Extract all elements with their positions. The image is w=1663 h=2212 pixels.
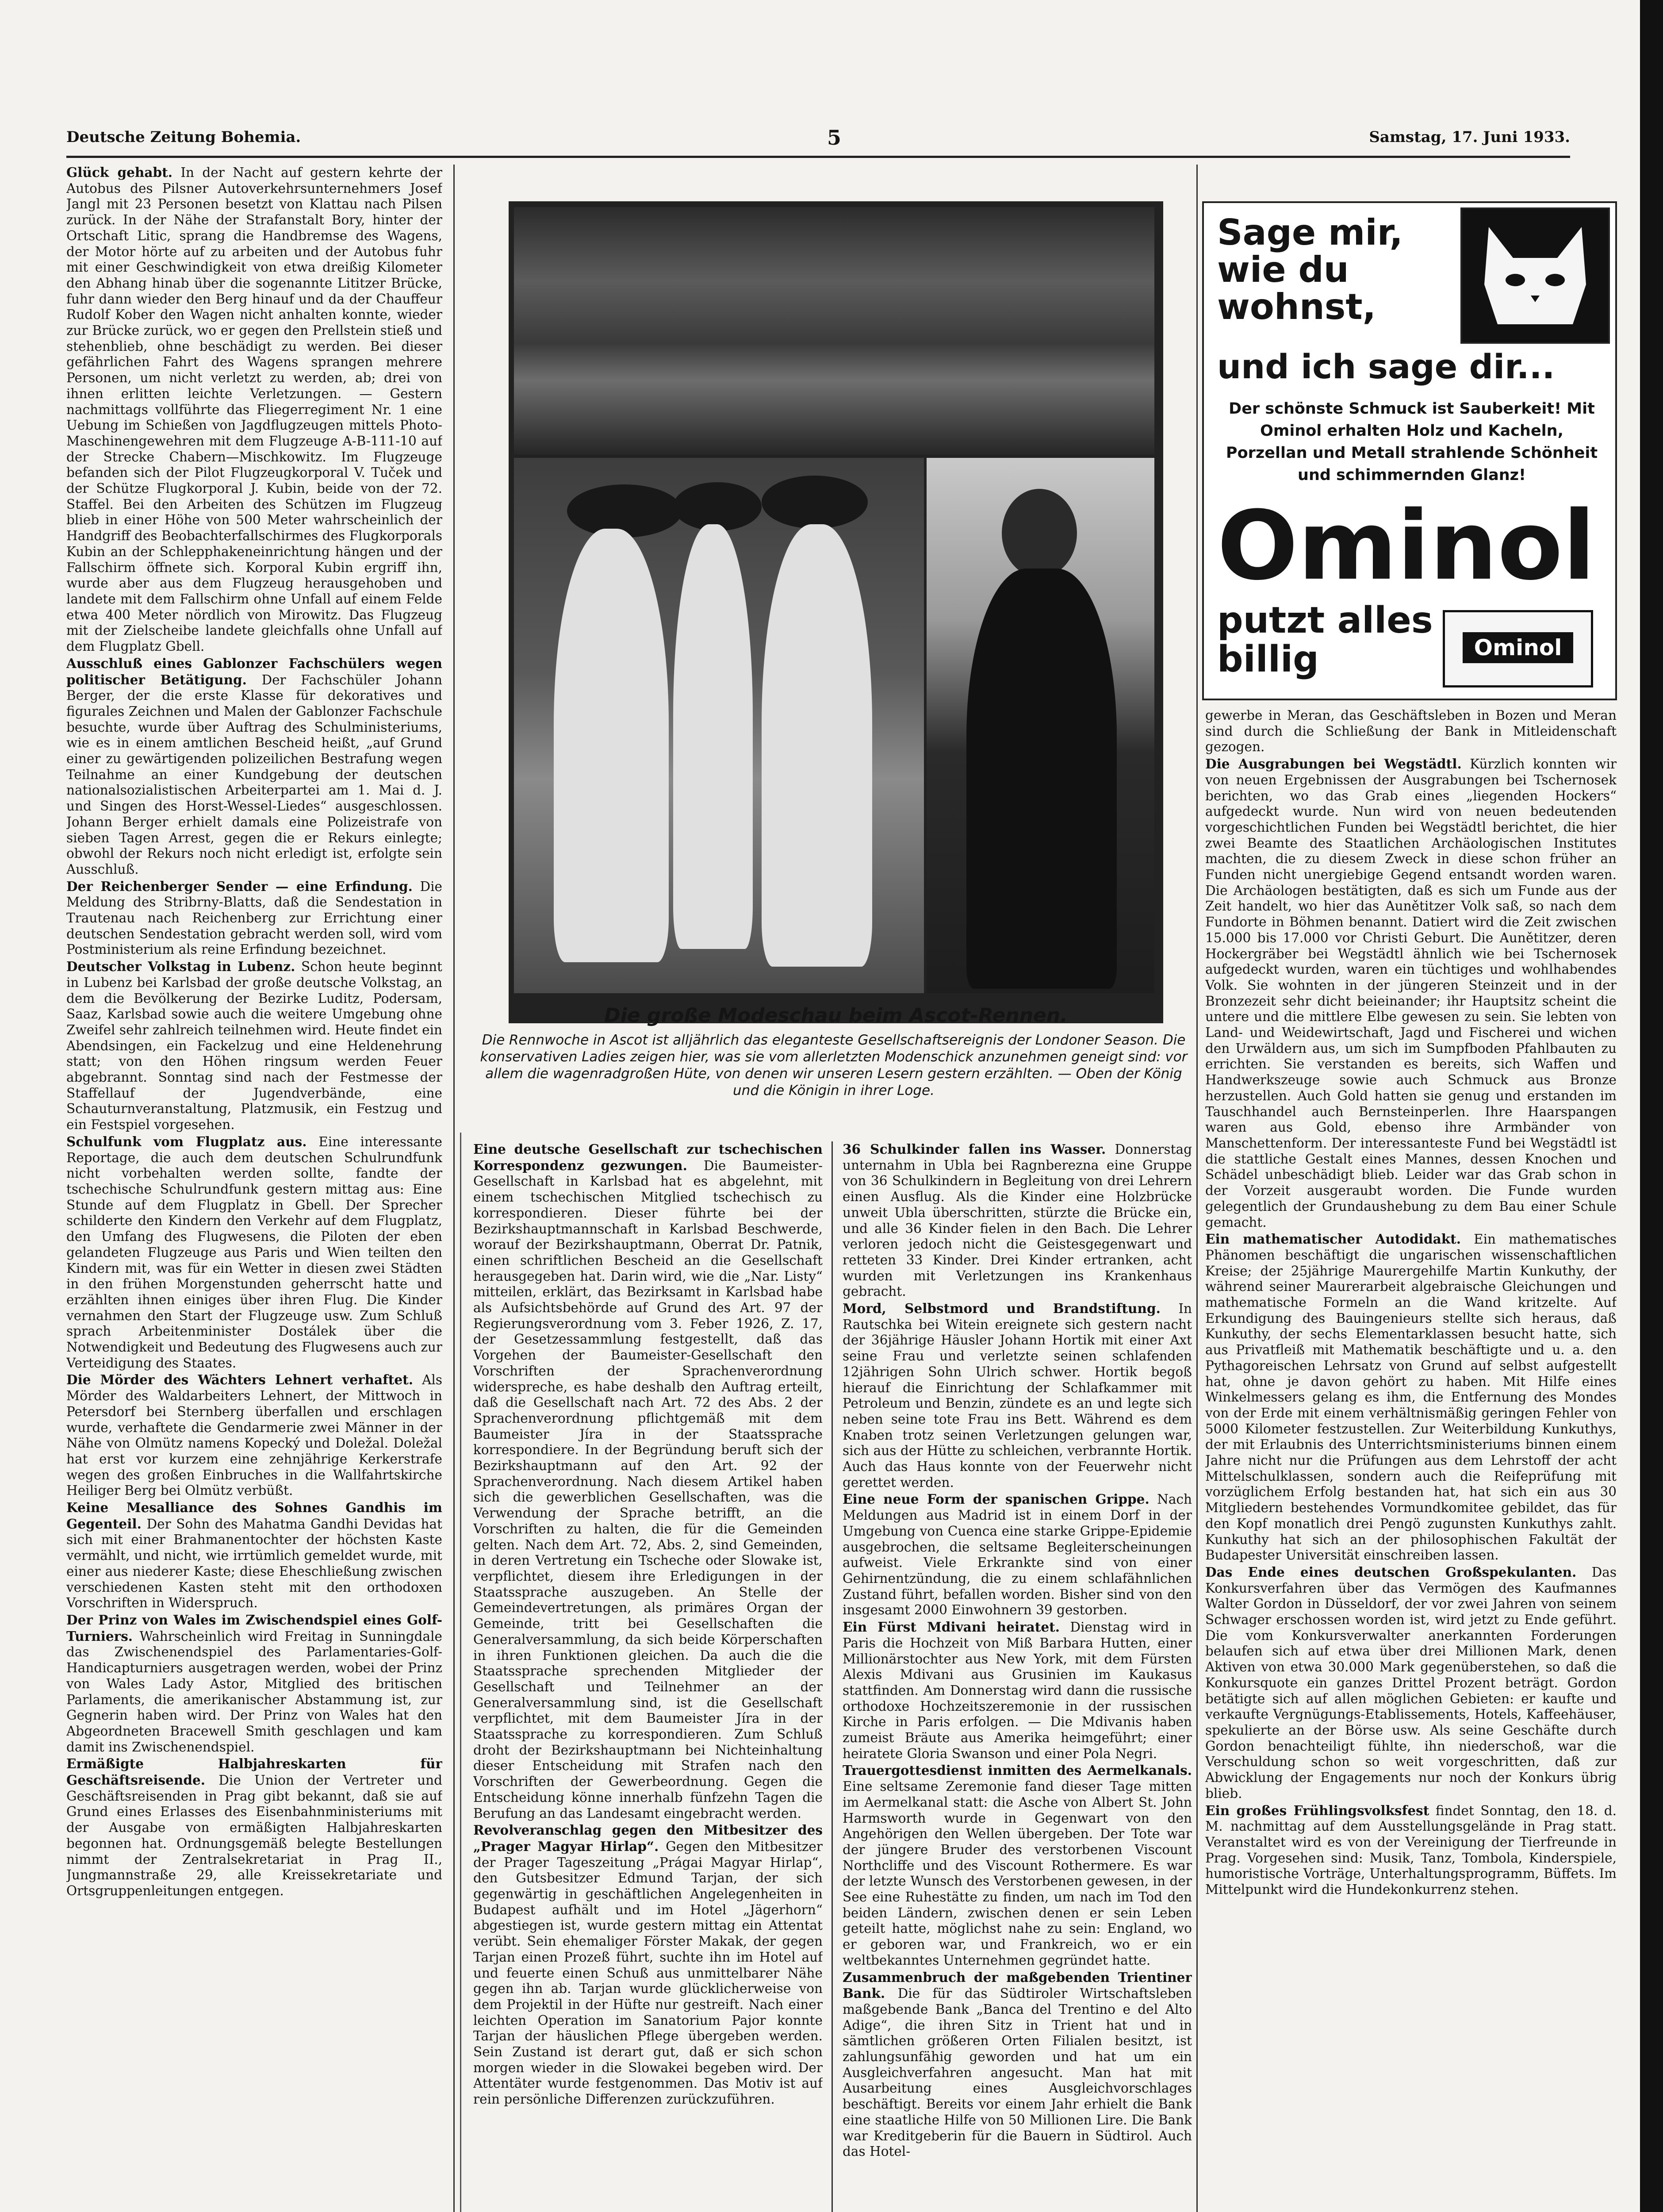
- article: [843, 1763, 1192, 1968]
- article: [843, 1970, 1192, 2160]
- column-divider: [453, 165, 455, 2212]
- ad-slogan-line: putzt alles: [1217, 599, 1433, 641]
- article-headline: Zusammenbruch der maßgebenden Trientiner Bank.: [843, 1969, 1192, 2001]
- hat-shape: [567, 484, 682, 538]
- photo-caption: Die Rennwoche in Ascot ist alljährlich das eleganteste Gesellschaftsereignis der Londoner Season. Die konservativen Ladies zeigen hier, was sie vom allerletzten Modenschick anzunehmen geneigt sind: vor allem die wagenradgroßen Hüte, von denen wir unseren Lesern gestern erzählten. — Oben der König und die Königin in ihrer Loge.: [480, 1032, 1188, 1098]
- ad-headline: [1217, 214, 1403, 326]
- article: [1205, 1231, 1617, 1563]
- article: [66, 165, 442, 655]
- ad-headline-line: wie du: [1217, 249, 1349, 290]
- article: [1205, 1803, 1617, 1898]
- article: [66, 879, 442, 958]
- article-headline: Eine neue Form der spanischen Grippe.: [843, 1491, 1150, 1507]
- article-headline: Der Prinz von Wales im Zwischendspiel eines Golf-Turniers.: [66, 1612, 442, 1644]
- article-headline: Ermäßigte Halbjahreskarten für Geschäftsreisende.: [66, 1756, 442, 1788]
- lady-portrait-photo: [927, 458, 1154, 993]
- article-headline: Ein Fürst Mdivani heiratet.: [843, 1619, 1060, 1635]
- article-body: Wahrscheinlich wird Freitag in Sunningdale das Zwischenendspiel des Parlamentaries-Golf-Handicapturniers ausgetragen werden, wobei der Prinz von Wales Lady Astor, Mitglied des britischen Parlaments, die amerikanischer Abstammung ist, zur Gegnerin haben wird. Der Prinz von Wales hat den Abgeordneten Bracewell Smith geschlagen und kam damit ins Zwischenendspiel.: [66, 1628, 442, 1755]
- article-headline: Schulfunk vom Flugplatz aus.: [66, 1133, 307, 1149]
- ad-body-text: Der schönste Schmuck ist Sauberkeit! Mit Ominol erhalten Holz und Kacheln, Porzellan und Metall strahlende Schönheit und schimmernden Glanz!: [1226, 400, 1598, 484]
- column-3: [843, 1141, 1192, 2212]
- article-headline: Ausschluß eines Gablonzer Fachschülers wegen politischer Betätigung.: [66, 655, 442, 687]
- article: [1205, 1564, 1617, 1802]
- article-body: Kürzlich konnten wir von neuen Ergebnissen der Ausgrabungen bei Tschernosek berichten, wo das Grab eines „liegenden Hockers“ aufgedeckt wurde. Nun wird von neuen bedeutenden vorgeschichtlichen Funden bei Wegstädtl berichtet, die hier zwei Beamte des Staatlichen Archäologischen Institutes machten, die zu diesem Zweck in diese schon früher an Funden nicht unergiebige Gegend entsandt worden waren. Die Archäologen bestätigten, daß es sich um Funde aus der Zeit handelt, wo hier das Aunětitzer Volk saß, so nach dem Fundorte in Böhmen benannt. Datiert wird die Zeit zwischen 15.000 bis 17.000 vor Christi Geburt. Die Aunětitzer, deren Hockergräber bei Wegstädtl ähnlich wie bei Tschernosek aufgedeckt wurden, waren ein tüchtiges und wohlhabendes Volk. Sie wohnten in der jüngeren Steinzeit und in der Bronzezeit sehr dicht beieinander; ihr Hauptsitz scheint die untere und die mittlere Elbe gewesen zu sein. Sie lebten von Land- und Weidewirtschaft, Jagd und Fischerei und wichen den Urwäldern aus, um sich im Sumpfboden Pfahlbauten zu errichten. Sie verstanden es bereits, sich Waffen und Handwerkszeuge sowie auch Schmuck aus Bronze herzustellen. Auch Gold hatten sie genug und erstanden im Tauschhandel auch Bernsteinperlen. Ihre Haarspangen waren aus Gold, ebenso ihre Armbänder von Manschettenform. Der interessanteste Fund bei Wegstädtl ist die stattliche Gestalt eines Mannes, dessen Knochen und Schädel unbeschädigt blieb. Leider war das Grab schon in der Vorzeit ausgeraubt worden. Die Funde wurden gelegentlich der Grundaushebung zu dem Bau einer Schule gemacht.: [1205, 757, 1617, 1230]
- article: [843, 1301, 1192, 1490]
- article: [66, 1372, 442, 1499]
- article-headline: Glück gehabt.: [66, 165, 172, 180]
- column-divider: [460, 1133, 461, 2212]
- article-body: Das Konkursverfahren über das Vermögen des Kaufmannes Walter Gordon in Düsseldorf, der vor zwei Jahren von seinem Schwager erschossen worden ist, wird jetzt zu Ende geführt. Die vom Konkursverwalter anerkannten Forderungen belaufen sich auf etwa über drei Millionen Mark, denen Aktiven von etwa 30.000 Mark gegenüberstehen, so daß die Konkursquote ein ganzes Drittel Prozent beträgt. Gordon betätigte sich auf allen möglichen Gebieten: er kaufte und verkaufte Vergnügungs-Etablissements, Hotels, Kaffeehäuser, spekulierte an der Börse usw. Als seine Geschäfte durch Gordon benachteiligt fühlte, ihn niederschoß, war die Verschuldung schon so weit vorgeschritten, daß zur Abwicklung der Engagements nur noch der Konkurs übrig blieb.: [1205, 1564, 1617, 1801]
- article-body: Dienstag wird in Paris die Hochzeit von Miß Barbara Hutten, einer Millionärstochter aus New York, mit dem Fürsten Alexis Mdivani aus Grusinien im Kaukasus stattfinden. Am Donnerstag wird dann die russische orthodoxe Hochzeitszeremonie in der russischen Kirche in Paris erfolgen. — Die Mdivanis haben zumeist Bräute aus Amerika heimgeführt; einer heiratete Gloria Swanson und einer Pola Negri.: [843, 1620, 1192, 1761]
- article: [843, 1619, 1192, 1762]
- article-headline: Die Mörder des Wächters Lehnert verhaftet.: [66, 1372, 414, 1388]
- article: [843, 1491, 1192, 1618]
- article-body: gewerbe in Meran, das Geschäftsleben in Bozen und Meran sind durch die Schließung der Bank in Mitleidenschaft gezogen.: [1205, 708, 1617, 755]
- article-body: In Rautschka bei Witein ereignete sich gestern nacht der 36jährige Häusler Johann Hortik mit einer Axt seine Frau und verletzte seinen schlafenden 12jährigen Sohn Ulrich schwer. Hortik begoß hierauf die Einrichtung der Schlafkammer mit Petroleum und Benzin, zündete es an und legte sich neben seine tote Frau ins Bett. Während es dem Knaben trotz seinen Verletzungen gelungen war, sich aus der Hütte zu schleichen, verbrannte Hortik. Auch das Haus konnte von der Feuerwehr nicht gerettet werden.: [843, 1301, 1192, 1490]
- article-body: Die für das Südtiroler Wirtschaftsleben maßgebende Bank „Banca del Trentino e del Alto Adige“, die ihren Sitz in Trient hat und in sämtlichen größeren Orten Filialen besitzt, ist zahlungsunfähig geworden und hat um ein Ausgleichverfahren angesucht. Man hat mit Ausarbeitung eines Ausgleichvorschlages beschäftigt. Bereits vor einem Jahr erhielt die Bank eine staatliche Hilfe von 50 Millionen Lire. Die Bank war Kreditgeberin für die Bauern in Südtirol. Auch das Hotel-: [843, 1986, 1192, 2159]
- article-body: Der Sohn des Mahatma Gandhi Devidas hat sich mit einer Brahmanentochter der höchsten Kaste vermählt, und nicht, wie irrtümlich gemeldet wurde, mit einer aus niederer Kaste; diese Eheschließung zwischen verschiedenen Kasten steht mit den orthodoxen Vorschriften in Widerspruch.: [66, 1516, 442, 1611]
- article-headline: Eine deutsche Gesellschaft zur tschechischen Korrespondenz gezwungen.: [473, 1141, 823, 1173]
- article-headline: Ein mathematischer Autodidakt.: [1205, 1231, 1461, 1247]
- column-1: [66, 165, 442, 2212]
- article-body: Als Mörder des Waldarbeiters Lehnert, der Mittwoch in Petersdorf bei Sternberg überfallen und erschlagen wurde, verhaftete die Gendarmerie zwei Männer in der Nähe von Olmütz namens Kopecký und Doležal. Doležal hat erst vor kurzem eine zehnjährige Kerkerstrafe wegen des großen Einbruches in die Wallfahrtskirche Heiliger Berg bei Olmütz verbüßt.: [66, 1372, 442, 1498]
- article: [473, 1822, 823, 2108]
- article-body: Der Fachschüler Johann Berger, der die erste Klasse für dekoratives und figurales Zeichnen und Malen der Gablonzer Fachschule besuchte, wurde über Auftrag des Schulministeriums, wie es in einem amtlichen Bescheid heißt, „auf Grund einer zu gewärtigenden polizeilichen Bestrafung wegen Teilnahme an einer Kundgebung der deutschen nationalsozialistischen Arbeiterpartei am 1. Mai d. J. und Singen des Horst-Wessel-Liedes“ ausgeschlossen. Johann Berger erhielt damals eine Polizeistrafe von sieben Tagen Arrest, gegen die er Rekurs einlegte; obwohl der Rekurs noch nicht erledigt ist, erfolgte sein Ausschluß.: [66, 672, 442, 877]
- ad-slogan-line: billig: [1217, 638, 1319, 680]
- article-body: findet Sonntag, den 18. d. M. nachmittag auf dem Ausstellungsgelände in Prag statt. Veranstaltet wird es von der Vereinigung der Tierfreunde in Prag. Vorgesehen sind: Musik, Tanz, Tombola, Kinderspiele, humoristische Vorträge, Unterhaltungsprogramm, Büffets. Im Mittelpunkt wird die Hundekonkurrenz stehen.: [1205, 1803, 1617, 1897]
- article-headline: Mord, Selbstmord und Brandstiftung.: [843, 1301, 1161, 1317]
- header-rule: [66, 156, 1570, 158]
- article-headline: Revolveranschlag gegen den Mitbesitzer des „Prager Magyar Hirlap“.: [473, 1822, 823, 1854]
- royal-box-photo: [514, 207, 1154, 455]
- ladies-photo: [514, 458, 924, 993]
- article-body: Eine interessante Reportage, die auch dem deutschen Schulrundfunk nicht vorbehalten werden sollte, fandte der tschechische Schulrundfunk gestern mittag aus: Eine Stunde auf dem Flugplatz in Gbell. Der Sprecher schilderte den Kindern den Verkehr auf dem Flugplatz, den Umfang des Flugwesens, die Piloten der eben gelandeten Flugzeuge aus Paris und Wien teilten den Kindern mit, was für ein Wetter in diesen zwei Städten in den frühen Morgenstunden geherrscht hatte und erzählten ihnen einiges über ihren Flug. Die Kinder vernahmen den Start der Flugzeuge usw. Zum Schluß sprach Arbeitenminister Dostálek über die Notwendigkeit und Bedeutung des Flugwesens auch zur Verteidigung des Staates.: [66, 1134, 442, 1371]
- column-4: [1205, 708, 1617, 2212]
- scan-edge-right: [1640, 0, 1663, 2212]
- article: [66, 1612, 442, 1755]
- ad-slogan: [1217, 601, 1433, 679]
- article-headline: Deutscher Volkstag in Lubenz.: [66, 959, 295, 975]
- product-box-label: Ominol: [1463, 632, 1573, 663]
- newspaper-title: Deutsche Zeitung Bohemia.: [66, 128, 301, 146]
- article: [66, 656, 442, 878]
- portrait-gown: [966, 568, 1117, 989]
- portrait-head: [1002, 489, 1077, 577]
- article-headline: Der Reichenberger Sender — eine Erfindung.: [66, 878, 413, 894]
- issue-date: Samstag, 17. Juni 1933.: [1369, 128, 1570, 146]
- photo-title: Die große Modeschau beim Ascot-Rennen.: [604, 1004, 1068, 1027]
- article: [66, 959, 442, 1133]
- column-divider: [1196, 165, 1198, 2212]
- article-body: Die Union der Vertreter und Geschäftsreisenden in Prag gibt bekannt, daß sie auf Grund eines Erlasses des Eisenbahnministeriums mit der Ausgabe von ermäßigten Halbjahreskarten begonnen hat. Ordnungsgemäß belegte Bestellungen nimmt der Zentralsekretariat in Prag II., Jungmannstraße 29, alle Kreissekretariate und Ortsgruppenleitungen entgegen.: [66, 1773, 442, 1898]
- ad-subheadline: und ich sage dir...: [1217, 347, 1555, 386]
- hat-shape: [762, 476, 868, 529]
- article: [843, 1141, 1192, 1300]
- ad-headline-line: Sage mir,: [1217, 212, 1403, 253]
- ad-headline-line: wohnst,: [1217, 286, 1376, 327]
- article-body: Nach Meldungen aus Madrid ist in einem Dorf in der Umgebung von Cuenca eine starke Grippe-Epidemie ausgebrochen, die seltsame Begleiterscheinungen aufweist. Viele Erkrankte sind von einer Gehirnentzündung, die zu einem schlafähnlichen Zustand führt, befallen worden. Bisher sind von den insgesamt 2000 Einwohnern 39 gestorben.: [843, 1492, 1192, 1618]
- article: [1205, 756, 1617, 1230]
- ominol-advertisement: [1202, 201, 1617, 700]
- article: [66, 1756, 442, 1899]
- cat-illustration: [1460, 207, 1610, 344]
- article: [1205, 708, 1617, 755]
- dress-shape: [673, 524, 753, 949]
- column-2: [473, 1141, 823, 2212]
- article-headline: Ein großes Frühlingsvolksfest: [1205, 1802, 1429, 1818]
- page-header: [66, 128, 1570, 155]
- product-box-illustration: [1443, 610, 1593, 687]
- article: [66, 1500, 442, 1611]
- page-number: 5: [827, 126, 842, 150]
- article-body: In der Nacht auf gestern kehrte der Autobus des Pilsner Autoverkehrsunternehmers Josef Jangl mit 23 Personen besetzt von Klattau nach Pilsen zurück. In der Nähe der Strafanstalt Bory, hinter der Ortschaft Litic, sprang die Handbremse des Wagens, der Motor hörte auf zu arbeiten und der Autobus fuhr mit einer Geschwindigkeit von etwa dreißig Kilometer den Abhang hinab über die sogenannte Lititzer Brücke, fuhr dann wieder den Berg hinauf und da der Chauffeur Rudolf Kober den Wagen nicht anhalten konnte, wieder zur Brücke zurück, wo er gegen den Prellstein stieß und stehenblieb, ohne beschädigt zu werden. Bei dieser gefährlichen Fahrt des Wagens sprangen mehrere Personen, um nicht verletzt zu werden, ab; drei von ihnen erlitten leichte Verletzungen. — Gestern nachmittags vollführte das Fliegerregiment Nr. 1 eine Uebung im Schießen von Jagdflugzeugen mittels Photo-Maschinengewehren mit dem Flugzeuge A-B-111-10 auf der Strecke Chabern—Mischkowitz. Im Flugzeuge befanden sich der Pilot Flugzeugkorporal V. Tuček und der Schütze Flugkorporal J. Kubin, beide von der 72. Staffel. Bei den Arbeiten des Schützen im Flugzeug blieb in einer Höhe von 500 Meter wahrscheinlich der Handgriff des Beobachterfallschirmes des Flugkorporals Kubin an der Schlepphakeneinrichtung hängen und der Fallschirm öffnete sich. Korporal Kubin ergriff ihn, wurde aber aus dem Flugzeug herausgehoben und landete mit dem Fallschirm ohne Unfall auf einem Felde etwa 400 Meter nördlich von Mirowitz. Das Flugzeug mit der Zielscheibe landete gleichfalls ohne Unfall auf dem Flugplatz Gbell.: [66, 165, 442, 654]
- article-body: Donnerstag unternahm in Ubla bei Ragnberezna eine Gruppe von 36 Schulkindern in Begleitung von drei Lehrern einen Ausflug. Als die Kinder eine Holzbrücke unweit Ubla überschritten, stürzte die Brücke ein, und alle 36 Kinder fielen in den Bach. Die Lehrer verloren jedoch nicht die Geistesgegenwart und retteten 33 Kinder. Drei Kinder ertranken, acht wurden mit Verletzungen ins Krankenhaus gebracht.: [843, 1142, 1192, 1299]
- article-body: Eine seltsame Zeremonie fand dieser Tage mitten im Aermelkanal statt: die Asche von Albert St. John Harmsworth wurde in Gegenwart von den Angehörigen den Wellen übergeben. Der Tote war der jüngere Bruder des verstorbenen Viscount Northcliffe und des Viscount Rothermere. Es war der letzte Wunsch des Verstorbenen gewesen, in der See eine Ruhestätte zu finden, um nach im Tod den beiden Ländern, zwischen denen er sein Leben geteilt hatte, möglichst nahe zu sein: England, wo er geboren war, und Frankreich, wo er ein weltbekanntes Unternehmen gegründet hatte.: [843, 1779, 1192, 1968]
- hat-shape: [673, 482, 762, 531]
- article-body: Schon heute beginnt in Lubenz bei Karlsbad der große deutsche Volkstag, an dem die Bevölkerung der Bezirke Luditz, Podersam, Saaz, Karlsbad sowie auch die weitere Umgebung ohne Zweifel sehr zahlreich teilnehmen wird. Heute findet ein Abendsingen, ein Fackelzug und eine Heldenehrung statt; von den Höhen ringsum werden Feuer abgebrannt. Sonntag sind nach der Festmesse der Staffellauf der Jugendverbände, eine Schauturnveranstaltung, Platzmusik, ein Festzug und ein Festspiel vorgesehen.: [66, 959, 442, 1133]
- article-body: Die Baumeister-Gesellschaft in Karlsbad hat es abgelehnt, mit einem tschechischen Mitglied tschechisch zu korrespondieren. Dieser führte bei der Bezirkshauptmannschaft in Karlsbad Beschwerde, worauf der Bezirkshauptmann, Oberrat Dr. Patnik, einen schriftlichen Bescheid an die Gesellschaft herausgegeben hat. Darin wird, wie die „Nar. Listy“ mitteilen, erklärt, das Bezirksamt in Karlsbad habe als Aufsichtsbehörde auf Grund des Art. 97 der Regierungsverordnung vom 3. Feber 1926, Z. 17, der Gesetzessammlung festgestellt, daß das Vorgehen der Baumeister-Gesellschaft den Vorschriften der Sprachenverordnung widerspreche, es habe deshalb den Auftrag erteilt, daß die Gesellschaft nach Art. 72 des Abs. 2 der Sprachenverordnung pflichtgemäß mit dem Baumeister Jíra in der Staatssprache korrespondiere. In der Begründung beruft sich der Bezirkshauptmann auf den Art. 92 der Sprachenverordnung. Nach diesem Artikel haben sich die gewerblichen Gesellschaften, was die Verwendung der Sprache betrifft, an die Vorschriften zu halten, die für die Gemeinden gelten. Nach dem Art. 72, Abs. 2, sind Gemeinden, in deren Vertretung ein Tscheche oder Slowake ist, verpflichtet, diesem ihre Erledigungen in der Staatssprache auszugeben. An Stelle der Gemeindevertretungen, als primäres Organ der Gemeinde, tritt bei Gesellschaften die Generalversammlung, da sich beide Körperschaften in ihren Funktionen gleichen. Da auch die die Staatssprache sprechenden Mitglieder der Gesellschaft und Teilnehmer an der Generalversammlung sind, ist die Gesellschaft verpflichtet, mit dem Baumeister Jíra in der Staatssprache zu korrespondieren. Zum Schluß droht der Bezirkshauptmann bei Nichteinhaltung dieser Entscheidung mit Strafen nach den Vorschriften der Gewerbeordnung. Gegen die Entscheidung könne innerhalb fünfzehn Tagen die Berufung an das Landesamt eingebracht werden.: [473, 1158, 823, 1821]
- dress-shape: [554, 529, 669, 962]
- dress-shape: [762, 524, 872, 967]
- article-headline: Die Ausgrabungen bei Wegstädtl.: [1205, 756, 1462, 772]
- article-headline: Das Ende eines deutschen Großspekulanten.: [1205, 1564, 1577, 1580]
- article-headline: 36 Schulkinder fallen ins Wasser.: [843, 1141, 1106, 1157]
- article: [66, 1134, 442, 1371]
- article-body: Ein mathematisches Phänomen beschäftigt die ungarischen wissenschaftlichen Kreise; der 25jährige Maurergehilfe Martin Kunkuthy, der während seiner Maurerarbeit algebraische Gleichungen und mathematische Formeln an die Wand kritzelte. Auf Erkundigung des Bauingenieurs stellte sich heraus, daß Kunkuthy, der sechs Elementarklassen besucht hatte, sich aus Privatfleiß mit Mathematik beschäftigte und u. a. den Pythagoreischen Lehrsatz von Grund auf selbst aufgestellt hat, ohne je davon gehört zu haben. Mit Hilfe eines Winkelmessers gelang es ihm, die Entfernung des Mondes von der Erde mit einem verhältnismäßig geringen Fehler von 5000 Kilometer festzustellen. Zur Weiterbildung Kunkuthys, der mit Erlaubnis des Unterrichtsministeriums binnen einem Jahre nicht nur die Prüfungen aus dem Lehrstoff der acht Mittelschulklassen, sondern auch die Reifeprüfung mit vorzüglichem Erfolg bestanden hat, hat sich ein aus 30 Mitgliedern bestehendes Vormundkomitee gebildet, das für den Kopf monatlich drei Pengö zugunsten Kunkuthys zahlt. Kunkuthy hat sich an der philosophischen Fakultät der Budapester Universität einschreiben lassen.: [1205, 1232, 1617, 1563]
- article-body: Gegen den Mitbesitzer der Prager Tageszeitung „Prágai Magyar Hirlap“, den Gutsbesitzer Edmund Tarjan, der sich gegenwärtig in geschäftlichen Angelegenheiten in Budapest aufhält und im Hotel „Jägerhorn“ abgestiegen ist, wurde gestern mittag ein Attentat verübt. Sein ehemaliger Förster Makak, der gegen Tarjan einen Prozeß führt, suchte ihn im Hotel auf und feuerte einen Schuß aus unmittelbarer Nähe gegen ihn ab. Tarjan wurde glücklicherweise von dem Projektil in der Hüfte nur gestreift. Nach einer leichten Operation im Sanatorium Pajor konnte Tarjan der häuslichen Pflege übergeben werden. Sein Zustand ist derart gut, daß er sich schon morgen wieder in die Slowakei begeben wird. Der Attentäter wurde festgenommen. Das Motiv ist auf rein persönliche Differenzen zurückzuführen.: [473, 1839, 823, 2107]
- article-headline: Trauergottesdienst inmitten des Aermelkanals.: [843, 1763, 1192, 1778]
- article: [473, 1141, 823, 1821]
- ad-brand-name: Ominol: [1217, 490, 1595, 601]
- article-body: Die Meldung des Stribrny-Blatts, daß die Sendestation in Trautenau nach Reichenberg zur Errichtung einer deutschen Sendestation gebracht werden soll, wird vom Postministerium als reine Erfindung bezeichnet.: [66, 879, 442, 957]
- article-headline: Keine Mesalliance des Sohnes Gandhis im Gegenteil.: [66, 1500, 442, 1532]
- column-divider: [832, 1141, 833, 2212]
